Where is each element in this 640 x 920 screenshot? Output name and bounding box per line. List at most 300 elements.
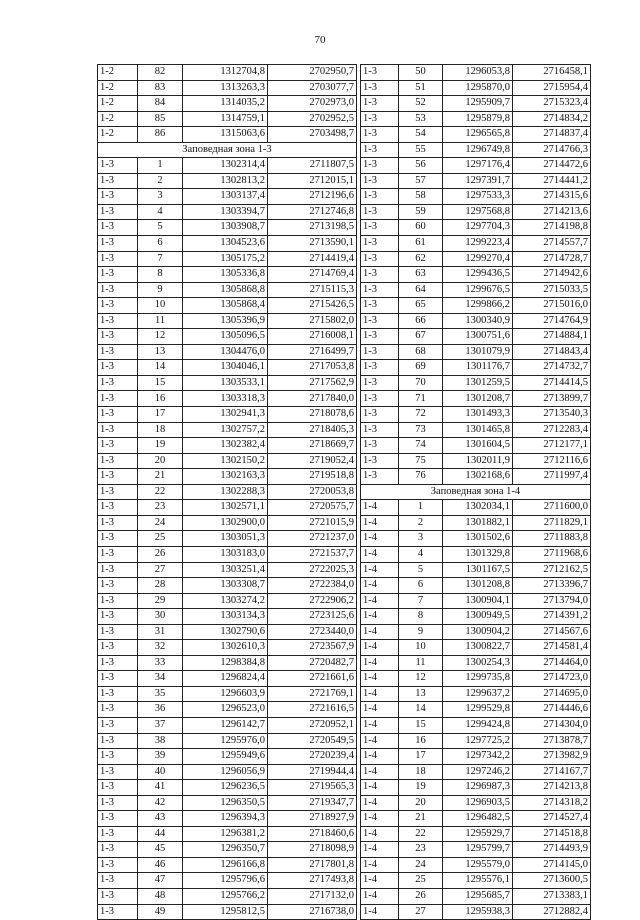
table-row	[98, 780, 357, 796]
x-coordinate-cell: 1299270,4	[443, 251, 513, 267]
y-coordinate-cell: 2719518,8	[268, 469, 357, 485]
y-coordinate-cell: 2718078,6	[268, 407, 357, 423]
table-row	[361, 671, 591, 687]
point-number-cell: 86	[138, 127, 183, 143]
point-number-cell: 32	[138, 640, 183, 656]
table-row	[98, 888, 357, 904]
table-row	[361, 609, 591, 625]
x-coordinate-cell: 1305868,4	[183, 298, 268, 314]
table-row	[98, 531, 357, 547]
y-coordinate-cell: 2723125,6	[268, 609, 357, 625]
point-number-cell: 2	[399, 515, 443, 531]
y-coordinate-cell: 2711807,5	[268, 158, 357, 174]
table-row	[98, 251, 357, 267]
table-row	[361, 795, 591, 811]
point-number-cell: 4	[138, 204, 183, 220]
table-row	[98, 236, 357, 252]
x-coordinate-cell: 1296350,5	[183, 795, 268, 811]
x-coordinate-cell: 1295576,1	[443, 873, 513, 889]
x-coordinate-cell: 1296166,8	[183, 857, 268, 873]
point-number-cell: 12	[138, 329, 183, 345]
y-coordinate-cell: 2719565,3	[268, 780, 357, 796]
point-number-cell: 18	[399, 764, 443, 780]
zone-cell: 1-4	[361, 702, 399, 718]
table-row	[98, 173, 357, 189]
point-number-cell: 55	[399, 142, 443, 158]
y-coordinate-cell: 2714304,0	[513, 717, 591, 733]
y-coordinate-cell: 2718405,3	[268, 422, 357, 438]
y-coordinate-cell: 2713198,5	[268, 220, 357, 236]
y-coordinate-cell: 2711829,1	[513, 515, 591, 531]
table-row	[361, 780, 591, 796]
table-row	[361, 189, 591, 205]
x-coordinate-cell: 1302382,4	[183, 438, 268, 454]
zone-cell: 1-3	[98, 391, 138, 407]
table-row	[98, 344, 357, 360]
table-row	[361, 251, 591, 267]
table-row	[361, 717, 591, 733]
x-coordinate-cell: 1302163,3	[183, 469, 268, 485]
y-coordinate-cell: 2722384,0	[268, 578, 357, 594]
table-row	[98, 795, 357, 811]
point-number-cell: 52	[399, 96, 443, 112]
zone-cell: 1-4	[361, 655, 399, 671]
y-coordinate-cell: 2723567,9	[268, 640, 357, 656]
x-coordinate-cell: 1300254,3	[443, 655, 513, 671]
point-number-cell: 54	[399, 127, 443, 143]
y-coordinate-cell: 2713982,9	[513, 749, 591, 765]
table-row	[98, 562, 357, 578]
table-row	[98, 391, 357, 407]
coordinates-table-right	[360, 64, 591, 920]
x-coordinate-cell: 1299223,4	[443, 236, 513, 252]
x-coordinate-cell: 1303051,3	[183, 531, 268, 547]
y-coordinate-cell: 2714441,2	[513, 173, 591, 189]
point-number-cell: 40	[138, 764, 183, 780]
table-row	[361, 344, 591, 360]
y-coordinate-cell: 2721769,1	[268, 686, 357, 702]
point-number-cell: 35	[138, 686, 183, 702]
y-coordinate-cell: 2716458,1	[513, 65, 591, 81]
x-coordinate-cell: 1302900,0	[183, 515, 268, 531]
table-row	[98, 624, 357, 640]
zone-cell: 1-3	[98, 749, 138, 765]
point-number-cell: 56	[399, 158, 443, 174]
y-coordinate-cell: 2720952,1	[268, 717, 357, 733]
x-coordinate-cell: 1296394,3	[183, 811, 268, 827]
y-coordinate-cell: 2713899,7	[513, 391, 591, 407]
zone-cell: 1-3	[98, 204, 138, 220]
zone-cell: 1-4	[361, 546, 399, 562]
y-coordinate-cell: 2715802,0	[268, 313, 357, 329]
x-coordinate-cell: 1302034,1	[443, 500, 513, 516]
zone-cell: 1-3	[361, 158, 399, 174]
y-coordinate-cell: 2714942,6	[513, 267, 591, 283]
point-number-cell: 22	[399, 826, 443, 842]
y-coordinate-cell: 2718098,9	[268, 842, 357, 858]
x-coordinate-cell: 1300822,7	[443, 640, 513, 656]
table-row	[361, 173, 591, 189]
point-number-cell: 15	[399, 717, 443, 733]
point-number-cell: 10	[399, 640, 443, 656]
x-coordinate-cell: 1297246,2	[443, 764, 513, 780]
zone-cell: 1-3	[98, 531, 138, 547]
x-coordinate-cell: 1301208,8	[443, 578, 513, 594]
x-coordinate-cell: 1299735,8	[443, 671, 513, 687]
point-number-cell: 24	[138, 515, 183, 531]
point-number-cell: 51	[399, 80, 443, 96]
x-coordinate-cell: 1299436,5	[443, 267, 513, 283]
table-row	[98, 96, 357, 112]
x-coordinate-cell: 1305396,9	[183, 313, 268, 329]
zone-cell: 1-4	[361, 873, 399, 889]
point-number-cell: 20	[399, 795, 443, 811]
point-number-cell: 10	[138, 298, 183, 314]
section-title: Заповедная зона 1-3	[98, 142, 357, 158]
point-number-cell: 75	[399, 453, 443, 469]
point-number-cell: 22	[138, 484, 183, 500]
point-number-cell: 1	[399, 500, 443, 516]
point-number-cell: 38	[138, 733, 183, 749]
zone-cell: 1-3	[98, 888, 138, 904]
zone-cell: 1-3	[361, 173, 399, 189]
y-coordinate-cell: 2713600,5	[513, 873, 591, 889]
y-coordinate-cell: 2714213,6	[513, 204, 591, 220]
y-coordinate-cell: 2711968,6	[513, 546, 591, 562]
y-coordinate-cell: 2712162,5	[513, 562, 591, 578]
point-number-cell: 73	[399, 422, 443, 438]
table-row	[98, 515, 357, 531]
x-coordinate-cell: 1302150,2	[183, 453, 268, 469]
point-number-cell: 21	[399, 811, 443, 827]
y-coordinate-cell: 2712283,4	[513, 422, 591, 438]
table-row	[361, 142, 591, 158]
table-row	[98, 469, 357, 485]
zone-cell: 1-3	[361, 422, 399, 438]
zone-cell: 1-3	[361, 453, 399, 469]
y-coordinate-cell: 2717053,8	[268, 360, 357, 376]
y-coordinate-cell: 2714837,4	[513, 127, 591, 143]
zone-cell: 1-4	[361, 578, 399, 594]
y-coordinate-cell: 2723440,0	[268, 624, 357, 640]
x-coordinate-cell: 1295812,5	[183, 904, 268, 920]
zone-cell: 1-3	[98, 562, 138, 578]
x-coordinate-cell: 1303533,1	[183, 375, 268, 391]
point-number-cell: 48	[138, 888, 183, 904]
table-row	[361, 313, 591, 329]
x-coordinate-cell: 1301167,5	[443, 562, 513, 578]
point-number-cell: 8	[399, 609, 443, 625]
y-coordinate-cell: 2713540,3	[513, 407, 591, 423]
table-row	[98, 578, 357, 594]
table-row	[98, 360, 357, 376]
zone-cell: 1-3	[98, 780, 138, 796]
y-coordinate-cell: 2711997,4	[513, 469, 591, 485]
y-coordinate-cell: 2714145,0	[513, 857, 591, 873]
table-row	[361, 826, 591, 842]
zone-cell: 1-3	[361, 469, 399, 485]
zone-cell: 1-3	[98, 158, 138, 174]
point-number-cell: 66	[399, 313, 443, 329]
point-number-cell: 14	[399, 702, 443, 718]
zone-cell: 1-4	[361, 749, 399, 765]
x-coordinate-cell: 1296482,5	[443, 811, 513, 827]
y-coordinate-cell: 2714315,6	[513, 189, 591, 205]
zone-cell: 1-4	[361, 593, 399, 609]
y-coordinate-cell: 2713794,0	[513, 593, 591, 609]
x-coordinate-cell: 1301882,1	[443, 515, 513, 531]
point-number-cell: 42	[138, 795, 183, 811]
point-number-cell: 61	[399, 236, 443, 252]
y-coordinate-cell: 2718927,9	[268, 811, 357, 827]
y-coordinate-cell: 2714472,6	[513, 158, 591, 174]
zone-cell: 1-3	[98, 236, 138, 252]
y-coordinate-cell: 2721015,9	[268, 515, 357, 531]
x-coordinate-cell: 1315063,6	[183, 127, 268, 143]
table-row	[361, 422, 591, 438]
coordinates-table-left	[97, 64, 357, 920]
point-number-cell: 69	[399, 360, 443, 376]
zone-cell: 1-3	[98, 282, 138, 298]
point-number-cell: 11	[138, 313, 183, 329]
y-coordinate-cell: 2714843,4	[513, 344, 591, 360]
y-coordinate-cell: 2722906,2	[268, 593, 357, 609]
point-number-cell: 11	[399, 655, 443, 671]
point-number-cell: 74	[399, 438, 443, 454]
zone-cell: 1-3	[361, 251, 399, 267]
point-number-cell: 67	[399, 329, 443, 345]
x-coordinate-cell: 1302288,3	[183, 484, 268, 500]
x-coordinate-cell: 1301329,8	[443, 546, 513, 562]
zone-cell: 1-3	[98, 842, 138, 858]
table-row	[361, 282, 591, 298]
zone-cell: 1-4	[361, 686, 399, 702]
point-number-cell: 53	[399, 111, 443, 127]
y-coordinate-cell: 2714834,2	[513, 111, 591, 127]
zone-cell: 1-3	[361, 298, 399, 314]
table-row	[361, 298, 591, 314]
section-header-row	[98, 142, 357, 158]
x-coordinate-cell: 1297176,4	[443, 158, 513, 174]
table-row	[361, 655, 591, 671]
y-coordinate-cell: 2714723,0	[513, 671, 591, 687]
table-row	[98, 764, 357, 780]
point-number-cell: 33	[138, 655, 183, 671]
table-row	[98, 127, 357, 143]
zone-cell: 1-2	[98, 65, 138, 81]
table-row	[98, 546, 357, 562]
x-coordinate-cell: 1305175,2	[183, 251, 268, 267]
table-row	[98, 686, 357, 702]
x-coordinate-cell: 1305868,8	[183, 282, 268, 298]
point-number-cell: 46	[138, 857, 183, 873]
x-coordinate-cell: 1295929,7	[443, 826, 513, 842]
x-coordinate-cell: 1298384,8	[183, 655, 268, 671]
point-number-cell: 19	[399, 780, 443, 796]
x-coordinate-cell: 1296056,9	[183, 764, 268, 780]
y-coordinate-cell: 2720239,4	[268, 749, 357, 765]
y-coordinate-cell: 2714198,8	[513, 220, 591, 236]
zone-cell: 1-4	[361, 795, 399, 811]
point-number-cell: 25	[138, 531, 183, 547]
point-number-cell: 43	[138, 811, 183, 827]
zone-cell: 1-3	[361, 142, 399, 158]
page-number: 70	[314, 34, 326, 46]
table-row	[361, 267, 591, 283]
y-coordinate-cell: 2717801,8	[268, 857, 357, 873]
table-row	[98, 329, 357, 345]
zone-cell: 1-4	[361, 811, 399, 827]
zone-cell: 1-3	[361, 282, 399, 298]
y-coordinate-cell: 2721661,6	[268, 671, 357, 687]
zone-cell: 1-3	[98, 578, 138, 594]
point-number-cell: 23	[399, 842, 443, 858]
point-number-cell: 49	[138, 904, 183, 920]
y-coordinate-cell: 2714567,6	[513, 624, 591, 640]
x-coordinate-cell: 1301465,8	[443, 422, 513, 438]
y-coordinate-cell: 2719347,7	[268, 795, 357, 811]
y-coordinate-cell: 2703498,7	[268, 127, 357, 143]
x-coordinate-cell: 1299424,8	[443, 717, 513, 733]
table-row	[98, 65, 357, 81]
y-coordinate-cell: 2713396,7	[513, 578, 591, 594]
x-coordinate-cell: 1301604,5	[443, 438, 513, 454]
x-coordinate-cell: 1296987,3	[443, 780, 513, 796]
zone-cell: 1-3	[361, 329, 399, 345]
zone-cell: 1-3	[98, 826, 138, 842]
zone-cell: 1-4	[361, 826, 399, 842]
table-row	[98, 453, 357, 469]
table-row	[98, 655, 357, 671]
point-number-cell: 4	[399, 546, 443, 562]
y-coordinate-cell: 2715115,3	[268, 282, 357, 298]
table-row	[98, 438, 357, 454]
x-coordinate-cell: 1302610,3	[183, 640, 268, 656]
point-number-cell: 16	[138, 391, 183, 407]
zone-cell: 1-3	[98, 702, 138, 718]
zone-cell: 1-3	[98, 609, 138, 625]
zone-cell: 1-3	[98, 313, 138, 329]
table-row	[361, 904, 591, 920]
table-row	[361, 515, 591, 531]
point-number-cell: 15	[138, 375, 183, 391]
y-coordinate-cell: 2702973,0	[268, 96, 357, 112]
y-coordinate-cell: 2717840,0	[268, 391, 357, 407]
table-row	[98, 80, 357, 96]
y-coordinate-cell: 2716008,1	[268, 329, 357, 345]
point-number-cell: 28	[138, 578, 183, 594]
x-coordinate-cell: 1299866,2	[443, 298, 513, 314]
x-coordinate-cell: 1295870,0	[443, 80, 513, 96]
x-coordinate-cell: 1296749,8	[443, 142, 513, 158]
y-coordinate-cell: 2713590,1	[268, 236, 357, 252]
zone-cell: 1-3	[98, 329, 138, 345]
table-row	[361, 220, 591, 236]
zone-cell: 1-4	[361, 904, 399, 920]
y-coordinate-cell: 2721537,7	[268, 546, 357, 562]
y-coordinate-cell: 2717493,8	[268, 873, 357, 889]
point-number-cell: 50	[399, 65, 443, 81]
table-row	[98, 484, 357, 500]
y-coordinate-cell: 2717562,9	[268, 375, 357, 391]
x-coordinate-cell: 1300904,2	[443, 624, 513, 640]
table-row	[361, 158, 591, 174]
zone-cell: 1-4	[361, 717, 399, 733]
table-row	[98, 717, 357, 733]
point-number-cell: 13	[399, 686, 443, 702]
x-coordinate-cell: 1295685,7	[443, 888, 513, 904]
y-coordinate-cell: 2713878,7	[513, 733, 591, 749]
zone-cell: 1-3	[361, 375, 399, 391]
point-number-cell: 12	[399, 671, 443, 687]
x-coordinate-cell: 1302571,1	[183, 500, 268, 516]
x-coordinate-cell: 1301079,9	[443, 344, 513, 360]
zone-cell: 1-3	[361, 360, 399, 376]
point-number-cell: 17	[138, 407, 183, 423]
table-row	[361, 329, 591, 345]
x-coordinate-cell: 1299676,5	[443, 282, 513, 298]
y-coordinate-cell: 2714446,6	[513, 702, 591, 718]
y-coordinate-cell: 2718669,7	[268, 438, 357, 454]
zone-cell: 1-3	[98, 189, 138, 205]
zone-cell: 1-4	[361, 531, 399, 547]
zone-cell: 1-2	[98, 80, 138, 96]
x-coordinate-cell: 1295579,0	[443, 857, 513, 873]
x-coordinate-cell: 1296523,0	[183, 702, 268, 718]
y-coordinate-cell: 2714419,4	[268, 251, 357, 267]
y-coordinate-cell: 2712015,1	[268, 173, 357, 189]
table-row	[361, 407, 591, 423]
point-number-cell: 6	[138, 236, 183, 252]
x-coordinate-cell: 1302790,6	[183, 624, 268, 640]
x-coordinate-cell: 1300949,5	[443, 609, 513, 625]
point-number-cell: 21	[138, 469, 183, 485]
x-coordinate-cell: 1302168,6	[443, 469, 513, 485]
x-coordinate-cell: 1305336,8	[183, 267, 268, 283]
x-coordinate-cell: 1301208,7	[443, 391, 513, 407]
x-coordinate-cell: 1295976,0	[183, 733, 268, 749]
point-number-cell: 30	[138, 609, 183, 625]
table-row	[98, 204, 357, 220]
zone-cell: 1-3	[361, 127, 399, 143]
point-number-cell: 17	[399, 749, 443, 765]
point-number-cell: 24	[399, 857, 443, 873]
y-coordinate-cell: 2714766,3	[513, 142, 591, 158]
x-coordinate-cell: 1296142,7	[183, 717, 268, 733]
table-row	[361, 127, 591, 143]
table-row	[98, 640, 357, 656]
point-number-cell: 41	[138, 780, 183, 796]
y-coordinate-cell: 2719944,4	[268, 764, 357, 780]
x-coordinate-cell: 1304523,6	[183, 236, 268, 252]
point-number-cell: 64	[399, 282, 443, 298]
zone-cell: 1-3	[361, 80, 399, 96]
x-coordinate-cell: 1304476,0	[183, 344, 268, 360]
y-coordinate-cell: 2712116,6	[513, 453, 591, 469]
x-coordinate-cell: 1297391,7	[443, 173, 513, 189]
y-coordinate-cell: 2715323,4	[513, 96, 591, 112]
table-row	[98, 313, 357, 329]
point-number-cell: 34	[138, 671, 183, 687]
zone-cell: 1-3	[98, 438, 138, 454]
x-coordinate-cell: 1302757,2	[183, 422, 268, 438]
y-coordinate-cell: 2720482,7	[268, 655, 357, 671]
x-coordinate-cell: 1302813,2	[183, 173, 268, 189]
zone-cell: 1-4	[361, 562, 399, 578]
y-coordinate-cell: 2714581,4	[513, 640, 591, 656]
table-row	[361, 500, 591, 516]
table-row	[98, 811, 357, 827]
